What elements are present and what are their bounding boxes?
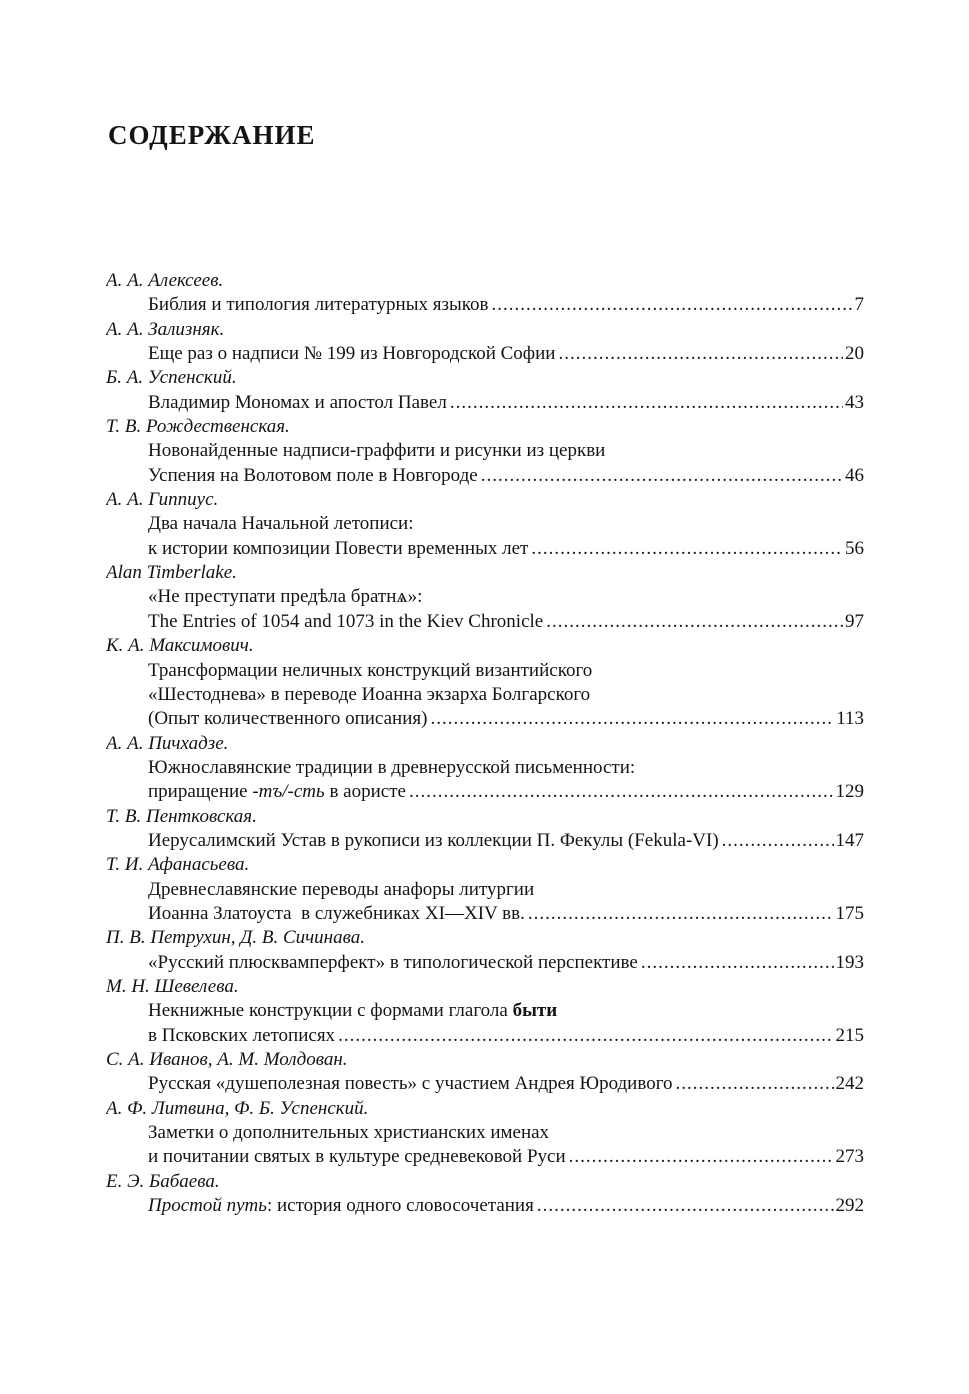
toc-entry-title: Библия и типология литературных языков <box>148 294 489 316</box>
toc-entry-title-line: «Шестоднева» в переводе Иоанна экзарха Болгарского <box>148 683 591 705</box>
toc-entry[interactable] <box>106 902 864 926</box>
toc-entry[interactable] <box>106 342 864 366</box>
toc-author: Т. В. Рождественская. <box>106 416 290 438</box>
toc-entry-title: Владимир Мономах и апостол Павел <box>148 391 447 413</box>
toc-page-number: 129 <box>835 781 864 803</box>
toc-author: С. А. Иванов, А. М. Молдован. <box>106 1049 348 1070</box>
toc-page-number: 273 <box>835 1146 864 1168</box>
toc-entry[interactable] <box>106 391 864 415</box>
toc-entry-title-bold: быти <box>512 1000 558 1022</box>
toc-author: Т. И. Афанасьева. <box>106 854 250 876</box>
toc-entry-title-italic: -тъ/-сть <box>252 781 325 803</box>
toc-author: Е. Э. Бабаева. <box>106 1170 220 1192</box>
toc-entry[interactable] <box>106 1145 864 1169</box>
toc-author: А. А. Зализняк. <box>106 318 225 340</box>
dot-leader <box>569 1145 834 1169</box>
toc-entry-title-line: Новонайденные надписи-граффити и рисунки из церкви <box>148 440 606 462</box>
toc-author: К. А. Максимович. <box>106 635 254 657</box>
toc-entry-title-suffix: : история одного словосочетания <box>266 1195 534 1217</box>
toc-entry-title-line: Древнеславянские переводы анафоры литургии <box>148 878 535 900</box>
toc-author: А. А. Алексеев. <box>106 270 224 291</box>
toc-page-number: 193 <box>835 951 864 973</box>
toc-page-number: 46 <box>845 464 864 486</box>
toc-entry[interactable] <box>106 951 864 975</box>
toc-author: А. А. Пичхадзе. <box>106 732 229 754</box>
toc-entry[interactable] <box>106 829 864 853</box>
dot-leader <box>558 342 843 366</box>
toc-page-number: 215 <box>835 1024 864 1046</box>
dot-leader <box>641 951 834 975</box>
toc-entry-title: The Entries of 1054 and 1073 in the Kiev Chronicle <box>148 610 544 632</box>
toc-entry-title-line <box>106 999 864 1023</box>
dot-leader <box>722 829 834 853</box>
toc-page-number: 175 <box>835 902 864 924</box>
toc-entry-title-text: Некнижные конструкции с формами глагола <box>148 1000 513 1022</box>
toc-entry-title-italic: Простой путь <box>148 1195 267 1217</box>
toc-entry[interactable] <box>106 464 864 488</box>
toc-page-number: 242 <box>835 1073 864 1095</box>
dot-leader <box>676 1072 834 1096</box>
toc-page-number: 43 <box>845 391 864 413</box>
toc-page-number: 7 <box>854 294 864 316</box>
toc-entry-title-suffix: в аористе <box>324 781 406 803</box>
toc-entry-title: и почитании святых в культуре средневековой Руси <box>148 1146 566 1168</box>
toc-entry-title: «Русский плюсквамперфект» в типологической перспективе <box>148 951 638 973</box>
toc-page-number: 20 <box>845 343 864 365</box>
toc-page-number: 113 <box>836 708 864 730</box>
toc-entry-title: в Псковских летописях <box>148 1024 336 1046</box>
page-title: СОДЕРЖАНИЕ <box>108 120 316 150</box>
toc-page-number: 147 <box>835 829 864 851</box>
toc-entry-title-prefix: приращение <box>148 781 253 803</box>
dot-leader <box>338 1024 833 1048</box>
toc-author: Т. В. Пентковская. <box>106 805 257 827</box>
toc-page-number: 292 <box>835 1195 864 1217</box>
dot-leader <box>430 707 834 731</box>
toc-entry[interactable] <box>106 610 864 634</box>
toc-entry[interactable] <box>106 537 864 561</box>
dot-leader <box>528 902 834 926</box>
toc-author: А. Ф. Литвина, Ф. Б. Успенский. <box>106 1097 369 1119</box>
toc-entry[interactable] <box>106 1072 864 1096</box>
toc-entry-title: к истории композиции Повести временных лет <box>148 537 529 559</box>
toc-entry[interactable] <box>106 293 864 317</box>
toc-author: Alan Timberlake. <box>106 562 237 584</box>
toc-author: М. Н. Шевелева. <box>106 975 239 997</box>
toc-entry-title: Иерусалимский Устав в рукописи из коллекции П. Фекулы (Fekula-VI) <box>148 829 719 851</box>
table-of-contents <box>106 269 864 1218</box>
toc-author: П. В. Петрухин, Д. В. Сичинава. <box>106 927 365 949</box>
toc-author: Б. А. Успенский. <box>106 367 237 389</box>
toc-entry-title-line: Южнославянские традиции в древнерусской письменности: <box>148 756 636 778</box>
toc-entry-title: Еще раз о надписи № 199 из Новгородской Софии <box>148 343 556 365</box>
toc-author: А. А. Гиппиус. <box>106 489 219 511</box>
toc-entry-title-line: Заметки о дополнительных христианских именах <box>148 1122 550 1144</box>
toc-entry[interactable] <box>106 780 864 804</box>
dot-leader <box>531 537 843 561</box>
toc-entry-title: (Опыт количественного описания) <box>148 708 428 730</box>
dot-leader <box>409 780 834 804</box>
toc-entry-title-line: «Не преступати предѣла братнѧ»: <box>148 586 423 608</box>
toc-page-number: 56 <box>845 537 864 559</box>
toc-entry-title <box>148 780 406 804</box>
toc-entry[interactable] <box>106 1194 864 1218</box>
toc-entry[interactable] <box>106 1024 864 1048</box>
toc-entry-title: Успения на Волотовом поле в Новгороде <box>148 464 478 486</box>
toc-entry-title: Русская «душеполезная повесть» с участием Андрея Юродивого <box>148 1073 673 1095</box>
dot-leader <box>546 610 843 634</box>
toc-entry-title-line: Два начала Начальной летописи: <box>148 513 414 535</box>
toc-entry[interactable] <box>106 707 864 731</box>
toc-page-number: 97 <box>845 610 864 632</box>
toc-entry-title <box>148 1194 534 1218</box>
toc-entry-title: Иоанна Златоуста в служебниках XI—XIV вв. <box>148 902 525 924</box>
toc-entry-title-line: Трансформации неличных конструкций византийского <box>148 659 593 681</box>
dot-leader <box>491 293 852 317</box>
dot-leader <box>450 391 843 415</box>
dot-leader <box>537 1194 834 1218</box>
dot-leader <box>481 464 843 488</box>
